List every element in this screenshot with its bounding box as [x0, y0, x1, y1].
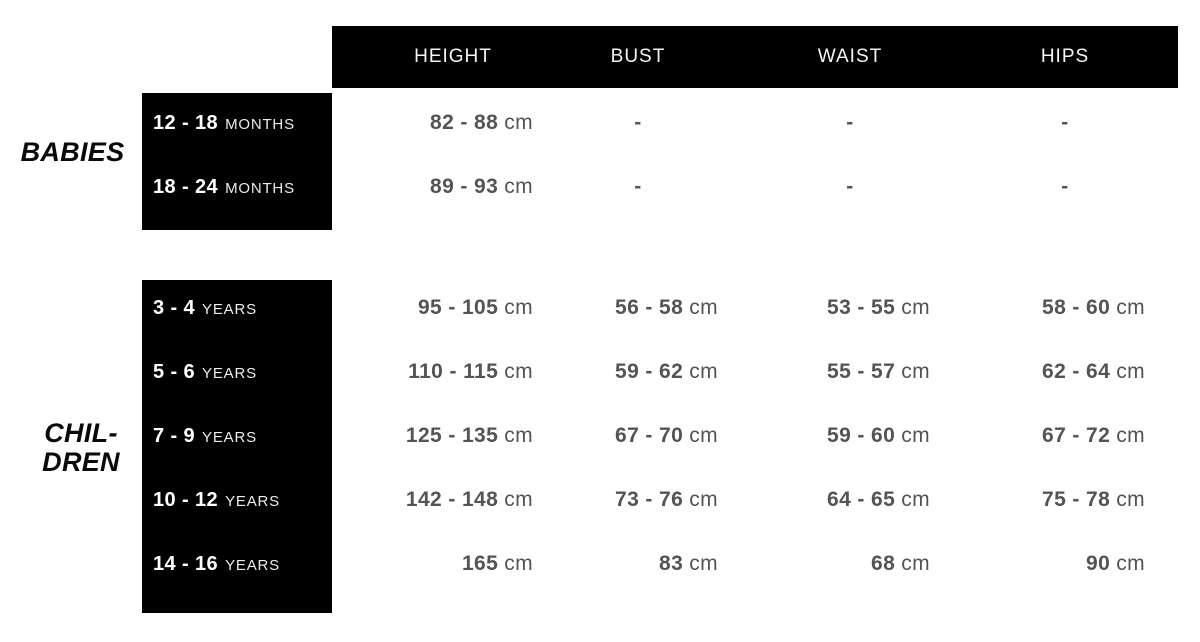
measurement-value: 83 [659, 552, 684, 575]
section-title-line: DREN [42, 447, 120, 477]
measurement-cell-hips [985, 421, 1145, 451]
column-header-hips: HIPS [1040, 46, 1090, 67]
measurement-value: 58 - 60 [1042, 296, 1111, 319]
measurement-value: - [1061, 175, 1069, 198]
measurement-cell-bust [558, 549, 718, 579]
measurement-cell-height [373, 549, 533, 579]
age-range: 14 - 16 [153, 553, 219, 575]
measurement-unit: cm [1116, 296, 1145, 319]
measurement-value: 142 - 148 [405, 488, 499, 511]
measurement-value: - [634, 111, 642, 134]
age-row-label [153, 293, 328, 323]
age-range: 12 - 18 [153, 112, 219, 134]
measurement-value: 90 [1086, 552, 1111, 575]
age-range: 3 - 4 [153, 297, 196, 319]
age-unit: YEARS [225, 493, 280, 510]
measurement-cell-hips [985, 293, 1145, 323]
age-range: 18 - 24 [153, 176, 219, 198]
measurement-cell-hips [985, 549, 1145, 579]
measurement-value: 89 - 93 [430, 175, 499, 198]
measurement-cell-bust [558, 421, 718, 451]
measurement-unit: cm [901, 296, 930, 319]
age-unit: MONTHS [225, 116, 295, 133]
measurement-value: 165 [461, 552, 499, 575]
measurement-value: - [846, 111, 854, 134]
measurement-cell-height [373, 357, 533, 387]
measurement-value: 64 - 65 [827, 488, 896, 511]
age-unit: MONTHS [225, 180, 295, 197]
column-header-height: HEIGHT [414, 46, 492, 67]
measurement-value: 62 - 64 [1042, 360, 1111, 383]
measurement-value: 95 - 105 [417, 296, 499, 319]
column-header-bust: BUST [610, 46, 666, 67]
measurement-cell-bust [558, 293, 718, 323]
measurement-unit: cm [901, 360, 930, 383]
measurement-cell-waist [770, 421, 930, 451]
measurement-value: 67 - 72 [1042, 424, 1111, 447]
measurement-value: - [634, 175, 642, 198]
age-row-label [153, 485, 328, 515]
measurement-value: 73 - 76 [615, 488, 684, 511]
measurement-cell-hips [985, 108, 1145, 138]
measurement-cell-waist [770, 357, 930, 387]
measurement-cell-waist [770, 485, 930, 515]
age-row-label [153, 172, 328, 202]
measurement-value: - [1061, 111, 1069, 134]
age-row-label [153, 421, 328, 451]
measurement-unit: cm [1116, 360, 1145, 383]
age-range: 10 - 12 [153, 489, 219, 511]
age-row-label [153, 549, 328, 579]
measurement-cell-height [373, 108, 533, 138]
measurement-cell-height [373, 421, 533, 451]
age-unit: YEARS [225, 557, 280, 574]
section-title-children [0, 419, 162, 477]
measurement-unit: cm [504, 175, 533, 198]
age-range: 7 - 9 [153, 425, 196, 447]
measurement-value: 55 - 57 [827, 360, 896, 383]
measurement-value: 125 - 135 [405, 424, 499, 447]
measurement-cell-bust [558, 108, 718, 138]
measurement-unit: cm [689, 488, 718, 511]
measurement-cell-height [373, 172, 533, 202]
measurement-unit: cm [689, 552, 718, 575]
measurement-value: 82 - 88 [430, 111, 499, 134]
measurement-unit: cm [504, 111, 533, 134]
section-title-babies [0, 138, 145, 167]
measurement-unit: cm [689, 424, 718, 447]
measurement-cell-bust [558, 172, 718, 202]
measurement-cell-hips [985, 485, 1145, 515]
section-title-line: BABIES [20, 137, 125, 167]
measurement-unit: cm [901, 488, 930, 511]
age-unit: YEARS [202, 301, 257, 318]
column-header-waist: WAIST [817, 46, 883, 67]
measurement-unit: cm [901, 552, 930, 575]
measurement-cell-hips [985, 172, 1145, 202]
measurement-value: 75 - 78 [1042, 488, 1111, 511]
measurement-cell-bust [558, 485, 718, 515]
age-row-label [153, 357, 328, 387]
age-range: 5 - 6 [153, 361, 196, 383]
measurement-value: 59 - 62 [615, 360, 684, 383]
measurement-value: 56 - 58 [615, 296, 684, 319]
measurement-cell-hips [985, 357, 1145, 387]
measurement-value: 110 - 115 [408, 360, 499, 383]
measurement-value: 68 [871, 552, 896, 575]
measurement-cell-waist [770, 549, 930, 579]
age-unit: YEARS [202, 429, 257, 446]
measurement-cell-bust [558, 357, 718, 387]
measurement-unit: cm [689, 360, 718, 383]
measurement-unit: cm [689, 296, 718, 319]
measurement-cell-height [373, 485, 533, 515]
measurement-value: 59 - 60 [827, 424, 896, 447]
measurement-unit: cm [504, 552, 533, 575]
measurement-cell-waist [770, 293, 930, 323]
age-unit: YEARS [202, 365, 257, 382]
measurement-cell-height [373, 293, 533, 323]
measurement-unit: cm [1116, 552, 1145, 575]
measurement-unit: cm [504, 296, 533, 319]
age-row-label [153, 108, 328, 138]
measurement-unit: cm [504, 424, 533, 447]
measurement-unit: cm [1116, 424, 1145, 447]
measurement-unit: cm [504, 360, 533, 383]
measurement-value: 67 - 70 [615, 424, 684, 447]
section-title-line: CHIL- [44, 418, 118, 448]
measurement-unit: cm [901, 424, 930, 447]
measurement-cell-waist [770, 172, 930, 202]
measurement-unit: cm [1116, 488, 1145, 511]
measurement-value: - [846, 175, 854, 198]
measurement-cell-waist [770, 108, 930, 138]
measurement-value: 53 - 55 [827, 296, 896, 319]
measurement-unit: cm [504, 488, 533, 511]
